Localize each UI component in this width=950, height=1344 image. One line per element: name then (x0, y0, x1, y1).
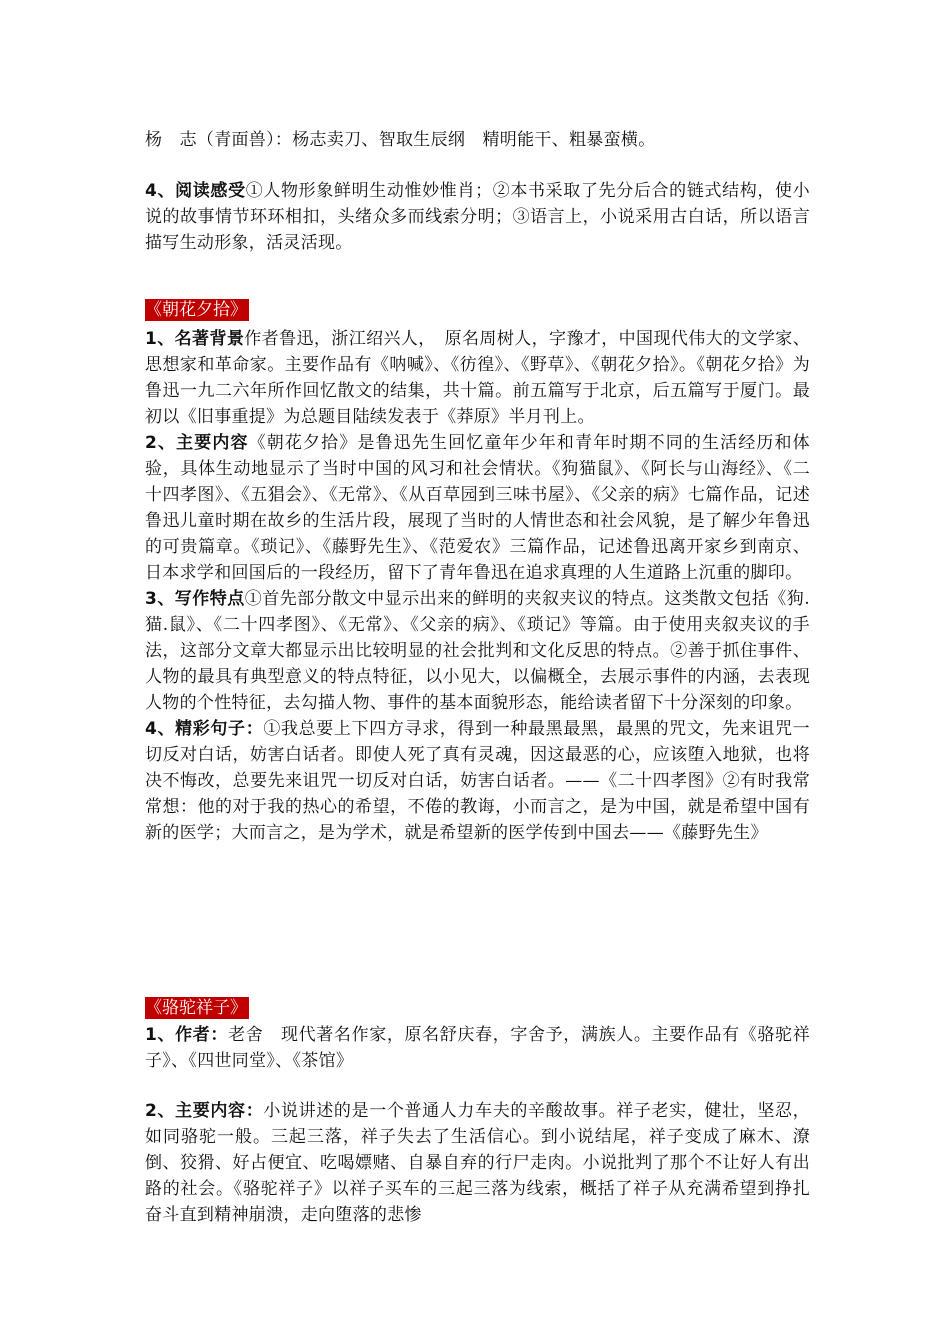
reading-feeling-paragraph (145, 178, 810, 256)
section-title-zhaohua: 《朝花夕拾》 (145, 300, 247, 320)
luotuo-content (145, 1098, 810, 1228)
section-title-luotuo: 《骆驼祥子》 (145, 998, 247, 1018)
reading-feeling-text: ①人物形象鲜明生动惟妙惟肖；②本书采取了先分后合的链式结构，使小说的故事情节环环相扣，头绪众多而线索分明；③语言上，小说采用古白话，所以语言描写生动形象，活灵活现。 (145, 181, 810, 253)
character-line-text: 杨 志（青面兽）：杨志卖刀、智取生辰纲 精明能干、粗暴蛮横。 (145, 130, 656, 150)
zhaohua-section (145, 326, 810, 846)
luotuo-content-text: 小说讲述的是一个普通人力车夫的辛酸故事。祥子老实，健壮，坚忍，如同骆驼一般。三起三落，祥子失去了生活信心。到小说结尾，祥子变成了麻木、潦倒、狡猾、好占便宜、吃喝嫖赌、自暴自弃的行尸走肉。小说批判了那个不让好人有出路的社会。《骆驼祥子》以祥子买车的三起三落为线索，概括了祥子从充满希望到挣扎奋斗直到精神崩溃，走向堕落的悲惨 (145, 1101, 810, 1225)
zhaohua-features-label: 3、写作特点 (145, 589, 245, 609)
zhaohua-features-text: ①首先部分散文中显示出来的鲜明的夹叙夹议的特点。这类散文包括《狗.猫.鼠》、《二十四孝图》、《无常》、《父亲的病》、《琐记》等篇。由于使用夹叙夹议的手法，这部分文章大都显示出比较明显的社会批判和文化反思的特点。②善于抓住事件、人物的最具有典型意义的特点特征，以小见大，以偏概全，去展示事件的内涵，去表现人物的个性特征，去勾描人物、事件的基本面貌形态，能给读者留下十分深刻的印象。 (145, 589, 810, 713)
zhaohua-quotes-text: ①我总要上下四方寻求，得到一种最黑最黑，最黑的咒文，先来诅咒一切反对白话，妨害白话者。即使人死了真有灵魂，因这最恶的心，应该堕入地狱，也将决不悔改，总要先来诅咒一切反对白话，妨害白话者。——《二十四孝图》②有时我常常想：他的对于我的热心的希望，不倦的教诲，小而言之，是为中国，就是希望中国有新的医学；大而言之，是为学术，就是希望新的医学传到中国去——《藤野先生》 (145, 719, 810, 843)
zhaohua-background-text: 作者鲁迅，浙江绍兴人， 原名周树人，字豫才，中国现代伟大的文学家、思想家和革命家。主要作品有《呐喊》、《彷徨》、《野草》、《朝花夕拾》。《朝花夕拾》为鲁迅一九二六年所作回忆散文的结集，共十篇。前五篇写于北京，后五篇写于厦门。最初以《旧事重提》为总题目陆续发表于《莽原》半月刊上。 (145, 329, 810, 427)
zhaohua-background-label: 1、名著背景 (145, 329, 245, 349)
character-line (145, 127, 810, 153)
luotuo-author-label: 1、作者： (145, 1025, 229, 1045)
zhaohua-features (145, 586, 810, 716)
luotuo-author-text: 老舍 现代著名作家，原名舒庆春，字舍予，满族人。主要作品有《骆驼祥子》、《四世同堂》、《茶馆》 (145, 1025, 810, 1071)
zhaohua-background (145, 326, 810, 430)
zhaohua-quotes-label: 4、精彩句子： (145, 719, 264, 739)
reading-feeling-label: 4、阅读感受 (145, 181, 246, 201)
luotuo-content-label: 2、主要内容： (145, 1101, 264, 1121)
zhaohua-quotes (145, 716, 810, 846)
zhaohua-content (145, 430, 810, 586)
zhaohua-content-text: 《朝花夕拾》是鲁迅先生回忆童年少年和青年时期不同的生活经历和体验，具体生动地显示了当时中国的风习和社会情状。《狗猫鼠》、《阿长与山海经》、《二十四孝图》、《五猖会》、《无常》、《从百草园到三味书屋》、《父亲的病》七篇作品，记述鲁迅儿童时期在故乡的生活片段，展现了当时的人情世态和社会风貌，是了解少年鲁迅的可贵篇章。《琐记》、《藤野先生》、《范爱农》三篇作品，记述鲁迅离开家乡到南京、日本求学和回国后的一段经历，留下了青年鲁迅在追求真理的人生道路上沉重的脚印。 (145, 433, 810, 583)
luotuo-author (145, 1022, 810, 1074)
zhaohua-content-label: 2、主要内容 (145, 433, 249, 453)
